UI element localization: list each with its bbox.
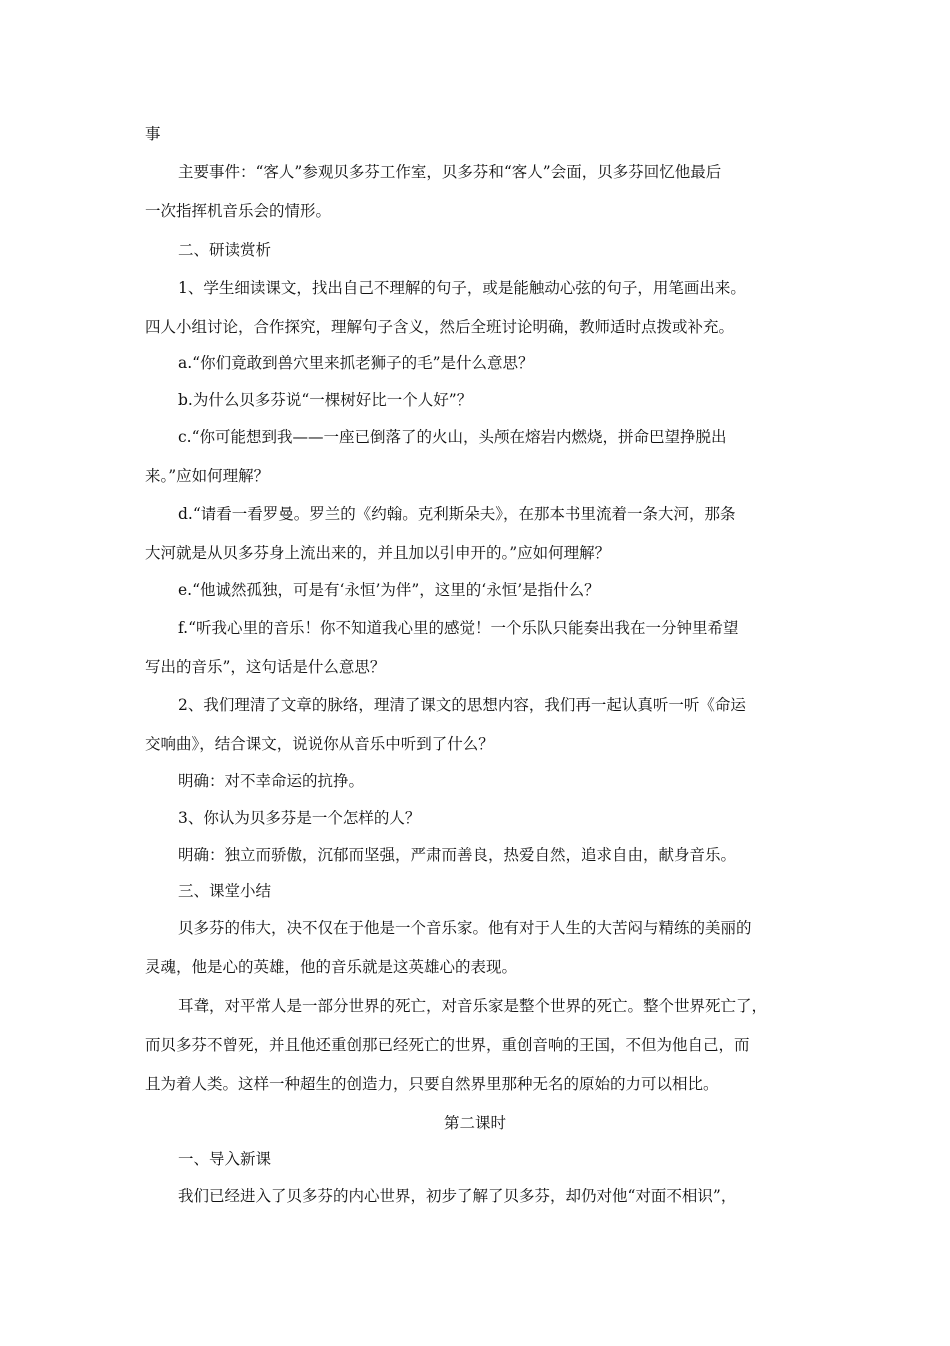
paragraph-item-1: 1、学生细读课文，找出自己不理解的句子，或是能触动心弦的句子，用笔画出来。	[178, 279, 746, 297]
paragraph-item-3: 3、你认为贝多芬是一个怎样的人？	[178, 809, 421, 827]
question-a: a.“你们竟敢到兽穴里来抓老狮子的毛”是什么意思？	[178, 354, 534, 372]
paragraph-main-events: 主要事件：“客人”参观贝多芬工作室，贝多芬和“客人”会面，贝多芬回忆他最后	[178, 163, 722, 181]
paragraph-summary-1: 贝多芬的伟大，决不仅在于他是一个音乐家。他有对于人生的大苦闷与精练的美丽的	[178, 919, 752, 937]
question-b: b.为什么贝多芬说“一棵树好比一个人好”？	[178, 391, 473, 409]
section-heading-summary: 三、课堂小结	[178, 882, 272, 900]
answer-line: 明确：独立而骄傲，沉郁而坚强，严肃而善良，热爱自然，追求自由，献身音乐。	[178, 846, 737, 864]
text-line: 来。”应如何理解？	[145, 467, 270, 485]
section-heading-intro: 一、导入新课	[178, 1150, 272, 1168]
text-line: 而贝多芬不曾死，并且他还重创那已经死亡的世界，重创音响的王国，不但为他自己，而	[145, 1036, 750, 1054]
text-line: 且为着人类。这样一种超生的创造力，只要自然界里那种无名的原始的力可以相比。	[145, 1075, 719, 1093]
paragraph-intro: 我们已经进入了贝多芬的内心世界，初步了解了贝多芬，却仍对他“对面不相识”，	[178, 1187, 737, 1205]
lesson-title-second: 第二课时	[443, 1114, 506, 1132]
text-line: 四人小组讨论，合作探究，理解句子含义，然后全班讨论明确，教师适时点拨或补充。	[145, 318, 735, 336]
text-line-continuation: 事	[145, 125, 161, 143]
answer-line: 明确：对不幸命运的抗挣。	[178, 772, 365, 790]
text-line: 交响曲》，结合课文，说说你从音乐中听到了什么？	[145, 735, 494, 753]
question-f: f.“听我心里的音乐！你不知道我心里的感觉！一个乐队只能奏出我在一分钟里希望	[178, 619, 739, 637]
section-heading-study: 二、研读赏析	[178, 241, 272, 259]
text-line: 大河就是从贝多芬身上流出来的，并且加以引申开的。”应如何理解？	[145, 544, 611, 562]
question-d: d.“请看一看罗曼。罗兰的《约翰。克利斯朵夫》，在那本书里流着一条大河，那条	[178, 505, 736, 523]
text-line: 写出的音乐”，这句话是什么意思？	[145, 658, 386, 676]
paragraph-summary-2: 耳聋，对平常人是一部分世界的死亡，对音乐家是整个世界的死亡。整个世界死亡了，	[178, 997, 768, 1015]
paragraph-item-2: 2、我们理清了文章的脉络，理清了课文的思想内容，我们再一起认真听一听《命运	[178, 696, 746, 714]
question-c: c.“你可能想到我——一座已倒落了的火山，头颅在熔岩内燃烧，拼命巴望挣脱出	[178, 428, 727, 446]
text-line: 一次指挥机音乐会的情形。	[145, 202, 332, 220]
question-e: e.“他诚然孤独，可是有‘永恒’为伴”，这里的‘永恒’是指什么？	[178, 581, 600, 599]
text-line: 灵魂，他是心的英雄，他的音乐就是这英雄心的表现。	[145, 958, 518, 976]
